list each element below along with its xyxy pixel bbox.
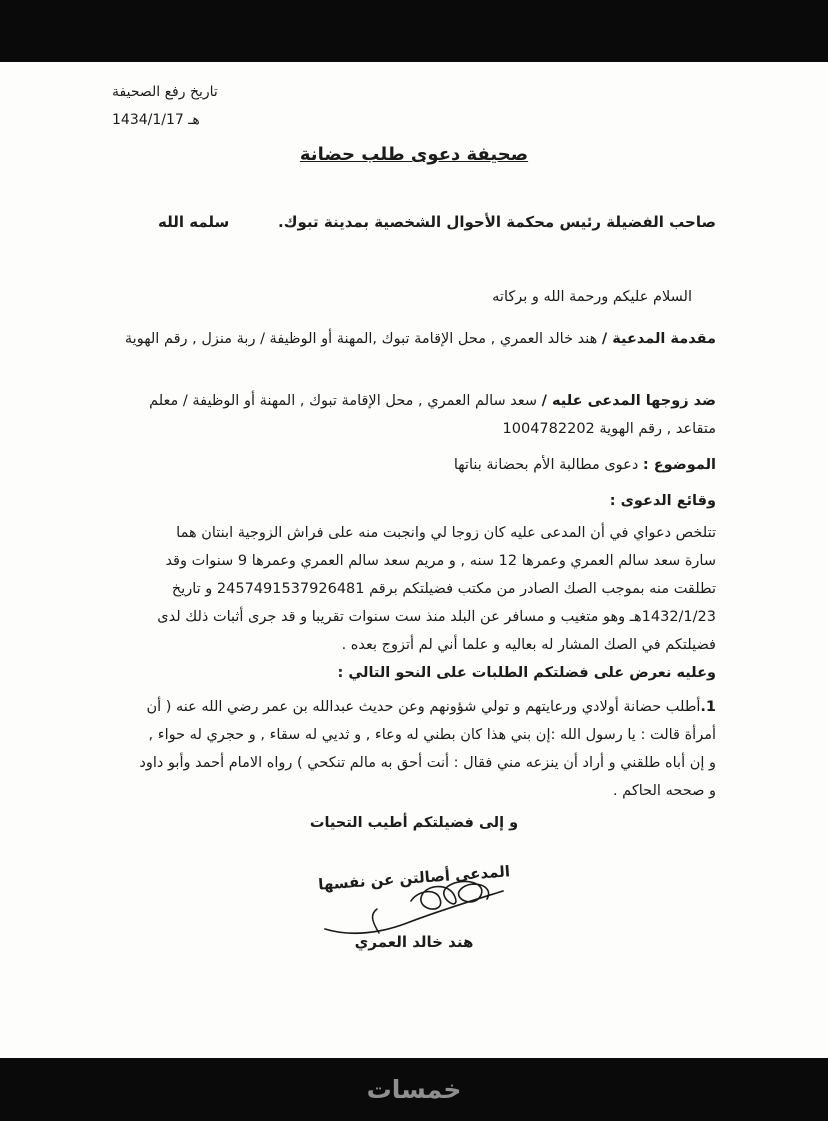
signer-name: هند خالد العمري <box>354 933 474 951</box>
plaintiff-line <box>112 325 716 353</box>
bottom-bar <box>0 1058 828 1121</box>
document-page <box>0 62 828 1058</box>
facts-paragraph <box>112 519 716 659</box>
subject-value: دعوى مطالبة الأم بحضانة بناتها <box>453 457 643 473</box>
defendant-id-line: متقاعد , رقم الهوية 1004782202 <box>502 421 716 437</box>
filing-date-value: 1434/1/17 هـ <box>112 112 200 128</box>
facts-line: سارة سعد سالم العمري وعمرها 12 سنه , و مريم سعد سالم العمري وعمرها 9 سنوات وقد <box>165 553 716 569</box>
request-line: و إن أباه طلقني و أراد أن ينزعه مني فقال : أنت أحق به مالم تنكحي ) رواه الامام أحمد وأبو داود <box>139 755 716 771</box>
greeting-line: السلام عليكم ورحمة الله و بركاته <box>492 289 692 305</box>
facts-line: تتلخص دعواي في أن المدعى عليه كان زوجا لي وانجبت منه على فراش الزوجية ابنتان هما <box>176 525 716 541</box>
request-line: أمرأة قالت : يا رسول الله :إن بني هذا كان بطني له وعاء , و ثديي له سقاء , و حجري له حواء , <box>148 727 716 743</box>
watermark-text: خمسات <box>366 1075 462 1104</box>
request-line <box>112 693 716 721</box>
defendant-paragraph <box>112 387 716 443</box>
signature-block <box>112 862 716 951</box>
defendant-label: ضد زوجها المدعى عليه / <box>541 393 716 409</box>
plaintiff-paragraph <box>112 325 716 381</box>
signer-role: المدعى أصالتن عن نفسها <box>317 862 511 894</box>
requests-heading: وعليه نعرض على فضلتكم الطلبات على النحو التالي : <box>337 665 716 681</box>
facts-line: 1432/1/23هـ وهو متغيب و مسافر عن البلد منذ ست سنوات تقريبا و قد جرى أثبات ذلك لدى <box>157 609 716 625</box>
facts-line: تطلقت منه بموجب الصك الصادر من مكتب فضيلتكم برقم 2457491537926481 و تاريخ <box>171 581 716 597</box>
defendant-line <box>112 387 716 415</box>
document-title: صحيفة دعوى طلب حضانة <box>299 144 529 165</box>
subject-line <box>112 451 716 479</box>
plaintiff-text: هند خالد العمري , محل الإقامة تبوك ,المهنة أو الوظيفة / ربة منزل , رقم الهوية <box>124 331 602 347</box>
salutation-text: سلمه الله <box>158 213 230 231</box>
addressee-text: صاحب الفضيلة رئيس محكمة الأحوال الشخصية بمدينة تبوك. <box>278 213 716 231</box>
closing-line: و إلى فضيلتكم أطيب التحيات <box>309 815 519 831</box>
plaintiff-label: مقدمة المدعية / <box>601 331 716 347</box>
defendant-text: سعد سالم العمري , محل الإقامة تبوك , المهنة أو الوظيفة / معلم <box>149 393 542 409</box>
request-text: أطلب حضانة أولادي ورعايتهم و تولي شؤونهم وعن حديث عبدالله بن عمر رضي الله عنه ( أن <box>146 699 701 715</box>
plaintiff-id-line <box>112 353 716 381</box>
facts-line: فضيلتكم في الصك المشار له بعاليه و علما أني لم أتزوج بعده . <box>341 637 716 653</box>
requests-paragraph <box>112 693 716 805</box>
filing-date-label: تاريخ رفع الصحيفة <box>112 84 218 100</box>
filing-date-block <box>112 84 716 128</box>
subject-label: الموضوع : <box>642 457 716 473</box>
addressee-line <box>112 213 716 231</box>
facts-heading: وقائع الدعوى : <box>609 493 716 509</box>
request-number: 1. <box>700 699 716 715</box>
request-line: و صححه الحاكم . <box>612 783 716 799</box>
